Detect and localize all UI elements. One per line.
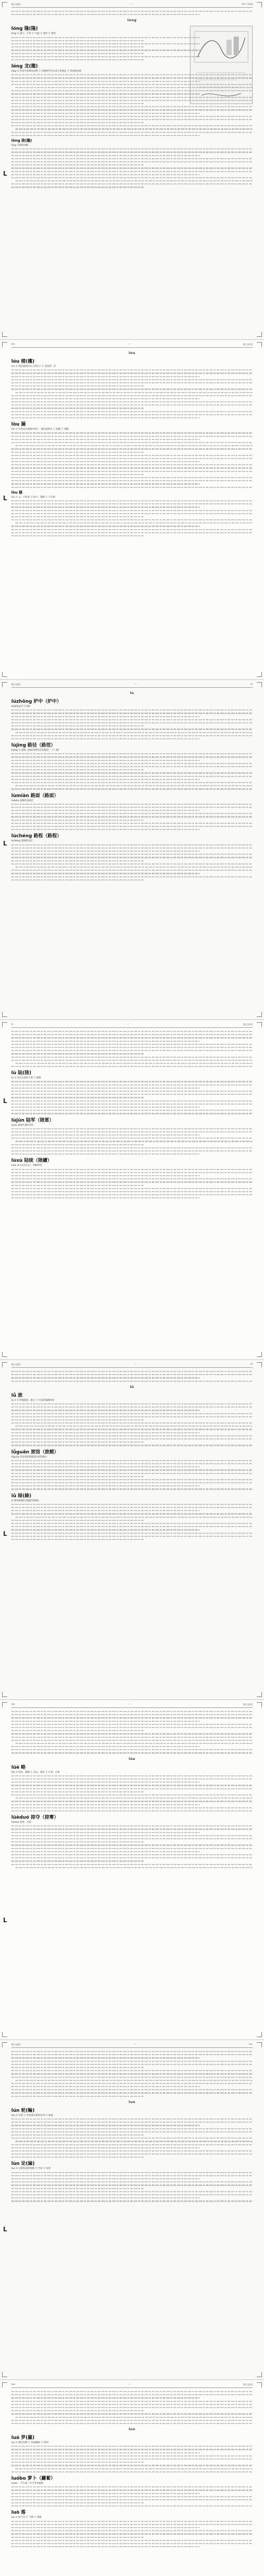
body-text [11,844,253,880]
crop-mark [2,2382,7,2387]
gloss: lóng ① 传说中的神异动物 ② 封建时代作为帝王的象征 ③ 形状像龙的 [11,70,82,73]
crop-mark [257,2,262,7]
dictionary-page [0,1700,264,2040]
body-text [11,2119,253,2158]
body-text [11,709,253,739]
running-head-left: lüe [11,1703,15,1706]
running-head-center: — [127,1023,130,1026]
running-head [11,683,253,688]
section-heading: lu [130,691,134,695]
body-text [11,369,253,418]
headword: lùxù 陆续（陸續） [11,1158,52,1164]
crop-mark [2,2042,7,2047]
body-text [11,1031,253,1067]
running-head-left: lu [11,1023,14,1026]
crop-mark [2,1012,7,1017]
body-text [11,2521,253,2548]
running-head-right: lun [249,2043,253,2046]
body-text [11,148,253,188]
body-text [11,2486,253,2506]
gloss: lùn ① 分析和说明事理 ② 学说 ③ 看待 [11,2167,51,2171]
crop-mark [257,672,262,677]
headword: luóbo 萝卜（蘿蔔） [11,2476,56,2481]
headword: luò 落 [11,2510,26,2516]
dictionary-page [0,340,264,680]
headword: lùn 论(論) [11,2161,35,2167]
section-heading: lun [129,2099,135,2104]
gloss: lǜ 像草和树叶茂盛时的颜色 [11,1499,39,1502]
section-heading: luo [129,2427,135,2432]
crop-mark [2,672,7,677]
running-head-left: 格言谚语 [11,684,21,686]
dictionary-page [0,1360,264,1700]
headword: lóng 隆(隆) [11,26,38,32]
running-head-left: 格言谚语 [11,2044,21,2046]
body-text [11,1775,253,1811]
page-margin-letter: L [3,1530,7,1537]
crop-mark [2,1702,7,1707]
crop-mark [2,2372,7,2377]
body-text [11,1128,253,1155]
running-head [11,1703,253,1708]
headword: lùjìng 路径（路徑） [11,743,56,749]
body-text [11,753,253,789]
dictionary-page [0,2040,264,2380]
body-text [11,74,253,136]
gloss: luò ① 掉下来 ② 下降 ③ 衰败 [11,2516,42,2519]
headword: lù 陆(陸) [11,1071,31,1076]
running-head-right: 格言谚语 [243,1024,253,1026]
page-margin-letter: L [3,1097,7,1105]
headword: lún 轮(輪) [11,2108,35,2113]
running-head [11,1363,253,1368]
body-text [11,2051,253,2097]
headword: lüè 略 [11,1765,26,1770]
crop-mark [257,2032,262,2037]
gloss: lúzhōng 炉子里面 [11,705,30,708]
body-text [11,1081,253,1114]
body-text [11,1371,253,1382]
gloss: lùjìng ① 道路（指如何到达目的地说） ② 门路 [11,749,59,752]
running-head-right: lu [250,683,253,686]
page-margin-letter: L [3,2226,7,2233]
gloss: lǚguǎn 营业性的供旅客住宿的地方 [11,1455,47,1459]
crop-mark [257,342,262,347]
body-text [11,2391,253,2424]
body-text [11,1825,253,1868]
crop-mark [257,1692,262,1697]
gloss: lüè ① 简单；稍微 ② 省去；简化 ③ 计划；计谋 [11,1771,60,1774]
headword: luó 罗(羅) [11,2435,35,2441]
crop-mark [2,342,7,347]
gloss: lüèduó 抢劫；夺取 [11,1821,31,1824]
running-head [11,3,253,8]
running-head-center: — [134,683,137,686]
crop-mark [257,682,262,687]
headword: lǒng 陇(隴) [11,139,32,143]
crop-mark [2,682,7,687]
running-head-right: 格言谚语 [243,2384,253,2386]
crop-mark [257,1352,262,1357]
crop-mark [257,1022,262,1027]
body-text [11,1711,253,1754]
headword: lúzhōng 炉中（炉中） [11,699,62,704]
headword: lǜ 绿(綠) [11,1493,31,1499]
headword: lǚguǎn 旅馆（旅館） [11,1449,59,1455]
body-text [11,500,253,536]
crop-mark [257,2382,262,2387]
gloss: lùchéng 道路的远近 [11,840,33,843]
section-heading: long [127,18,137,23]
gloss: luó ① 捕鸟的网 ② 张网捕捉 ③ 陈列 [11,2442,48,2445]
running-head-center: — [128,1703,131,1706]
running-head-left: 格言谚语 [11,1364,21,1366]
crop-mark [257,1012,262,1017]
crop-mark [257,2372,262,2377]
crop-mark [2,1022,7,1027]
body-text [11,804,253,831]
running-head-center: — [128,343,131,346]
headword: lòu 陋 [11,490,23,495]
gloss: lún ① 车轮 ② 形状像车轮的东西 ③ 轮流 [11,2114,53,2117]
gloss: lùjūn 陆地作战的军队 [11,1124,34,1127]
running-head-center: — [130,3,133,6]
section-heading: lüe [129,1756,135,1761]
crop-mark [257,332,262,337]
crop-mark [2,2032,7,2037]
running-head [11,1023,253,1028]
running-head [11,2383,253,2388]
gloss: lù ① 高出水面的土地 ② 陆路 [11,1077,41,1080]
running-head-right: 格言谚语 [243,344,253,346]
headword: lüèduó 掠夺（掠奪） [11,1815,59,1821]
page-margin-letter: L [3,170,7,177]
dictionary-page [0,680,264,1020]
body-text [11,2446,253,2472]
body-text [11,2172,253,2202]
crop-mark [257,1702,262,1707]
running-head-center: — [128,2383,131,2386]
crop-mark [2,1352,7,1357]
page-margin-letter: L [3,1917,7,1924]
body-text [11,1504,253,1540]
body-text [11,1460,253,1490]
crop-mark [2,1692,7,1697]
dictionary-page [0,2380,264,2576]
section-heading: lü [130,1384,134,1389]
running-head-left: luo [11,2383,15,2386]
gloss: lùxù 表示先先后后，时断时续 [11,1164,42,1167]
gloss: lóng ① 盛大；丰厚 ② 兴盛 ③ 深厚 ④ 尊崇 [11,32,56,36]
body-text [11,1403,253,1446]
gloss: lǚ ① 在外地做客；旅行 ② 军队的编制单位 [11,1399,55,1402]
crop-mark [257,1362,262,1367]
dictionary-page [0,0,264,340]
running-head-center: — [134,1363,137,1366]
crop-mark [2,332,7,337]
gloss: lóu ① 两层或两层以上的房子 ② 房屋的一层 [11,365,56,368]
gloss: luóbo 一年生或二年生草本植物 [11,2482,44,2485]
dragon-figure-icon [190,26,252,104]
gloss: lòu ① 丑；不好看 ② 狭小；简陋 ③ 不文明 [11,496,56,499]
crop-mark [257,2042,262,2047]
running-head-left: 格言谚语 [11,4,21,6]
running-head [11,343,253,348]
page-margin-letter: L [3,840,7,847]
body-text [11,432,253,487]
section-heading: lou [129,351,135,355]
crop-mark [2,1362,7,1367]
crop-mark [2,2,7,7]
headword: lǚ 旅 [11,1393,23,1398]
page-margin-letter: L [3,495,7,502]
dictionary-page [0,1020,264,1360]
running-head-right: lü [250,1363,253,1366]
headword: lóu 楼(樓) [11,359,35,364]
running-head [11,2043,253,2048]
headword: lùmiàn 路面（路面） [11,793,59,799]
running-head-center: — [133,2043,136,2046]
gloss: lòu ① 东西从孔或缝中滴下、透出或掉出 ② 泄露 ③ 遗漏 [11,428,69,431]
gloss: lǒng 甘肃的别称 [11,144,29,147]
headword: lòu 漏 [11,422,26,428]
running-head-left: lou [11,343,15,346]
gloss: lùmiàn 道路的表面层 [11,799,33,802]
running-head-right: 格言谚语 [243,1704,253,1706]
headword: lóng 龙(龍) [11,64,38,70]
body-text [11,1169,253,1199]
body-text [11,11,253,15]
headword: lùchéng 路程（路程） [11,834,62,839]
headword: lùjūn 陆军（陸軍） [11,1117,54,1123]
running-head-right: luo—long [241,3,253,6]
